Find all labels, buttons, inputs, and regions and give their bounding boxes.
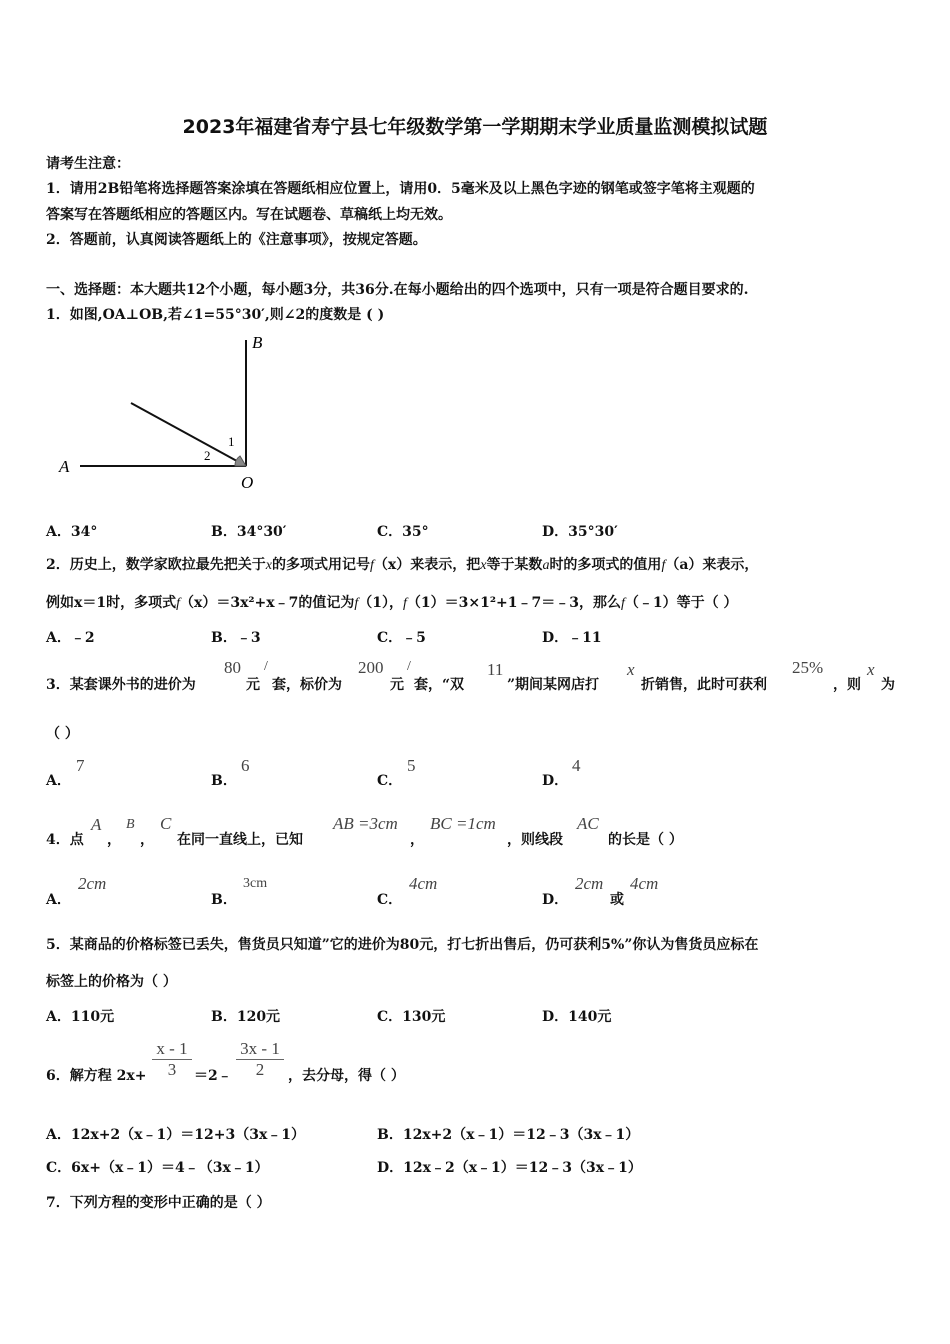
q4-ac: AC [577,814,599,833]
q2-text: x＝1时，多项式 [74,595,177,611]
q3-option-b-label: B． [211,773,237,789]
q2-option-b: B．﹣3 [211,630,261,646]
q3-text-5: 套，“双 [414,677,465,693]
q3-text-2: 元 [246,677,260,693]
q3-option-d-label: D． [542,773,569,789]
q2-var-f: f [620,596,625,611]
label-angle-1: 1 [228,434,235,449]
q2-text: 例如 [46,595,74,611]
q4-ab-given: AB =3cm [333,814,398,833]
q2-line-2 [46,592,737,612]
label-angle-2: 2 [204,448,211,463]
q3-percent: 25% [792,658,824,677]
q4-option-c-label: C． [377,892,403,908]
q3-var-x: x [867,660,875,679]
q6-option-c: C．6x+（x﹣1）＝4﹣（3x﹣1） [46,1160,269,1176]
q6-text-3: ，去分母，得（ ） [288,1068,405,1084]
q6-fraction-2-denominator: 2 [255,1060,265,1079]
q3-value-80: 80 [224,658,241,677]
q3-option-c-label: C． [377,773,403,789]
q2-option-c: C．﹣5 [377,630,426,646]
q2-text: （x）来表示，把 [373,557,481,573]
notice-line-2: 答案写在答题纸相应的答题区内。写在试题卷、草稿纸上均无效。 [46,207,452,223]
q4-point-c: C [160,814,172,833]
q3-text-4: 元 [390,677,404,693]
q3-value-200: 200 [358,658,384,677]
q4-option-c-value: 4cm [409,874,438,893]
q3-slash-2: / [407,659,411,674]
q6-option-d: D．12x﹣2（x﹣1）＝12﹣3（3x﹣1） [377,1160,642,1176]
q3-option-c-value: 5 [407,756,416,775]
q2-text: （x）＝3x²+x﹣7的值记为 [179,595,355,611]
q3-option-b-value: 6 [241,756,250,775]
q2-line-1 [46,554,758,574]
q6-fraction-1-numerator: x - 1 [152,1039,192,1060]
q4-bc-given: BC =1cm [430,814,496,833]
angle-arc [235,456,246,466]
q2-text: 的多项式用记号 [271,557,370,573]
q5-option-b: B．120元 [211,1009,281,1025]
q4-comma-3: ， [410,832,424,848]
q3-text-6: ”期间某网店打 [507,677,600,693]
q7-stem: 7．下列方程的变形中正确的是（ ） [46,1195,271,1211]
q3-slash-1: / [264,659,268,674]
q4-option-d-or: 或 [610,892,624,908]
q3-option-d-value: 4 [572,756,581,775]
q3-var-x: x [627,660,635,679]
q3-text-1: 3．某套课外书的进价为 [46,677,196,693]
q5-option-a: A．110元 [46,1009,115,1025]
q2-var-x: x [480,558,487,573]
q3-option-a-value: 7 [76,756,85,775]
q1-option-a: A．34° [46,524,98,540]
q1-option-b: B．34°30′ [211,524,287,540]
q4-option-d-label: D． [542,892,569,908]
q6-text-1: 6．解方程 2x+ [46,1068,147,1084]
q3-option-a-label: A． [46,773,71,789]
label-a: A [59,457,70,476]
q4-text-4: 的长是（ ） [608,832,683,848]
q2-text: （1）＝3×1²+1﹣7＝﹣3，那么 [406,595,621,611]
q6-fraction-2 [236,1039,284,1080]
q3-text-3: 套，标价为 [272,677,342,693]
q2-var-f: f [661,558,666,573]
q2-text: 等于某数 [486,557,543,573]
q2-text: （a）来表示， [665,557,759,573]
q4-comma-2: ， [140,832,154,848]
q1-option-d: D．35°30′ [542,524,618,540]
notice-line-1: 1．请用2B铅笔将选择题答案涂填在答题纸相应位置上，请用0．5毫米及以上黑色字迹的钢笔或签字笔将主观题的 [46,181,755,197]
q3-text-9: 为 [881,677,895,693]
q2-var-f: f [369,558,374,573]
q2-option-a: A．﹣2 [46,630,95,646]
q4-option-a-label: A． [46,892,71,908]
label-b: B [252,333,263,352]
q4-point-a: A [91,815,102,834]
q4-option-a-value: 2cm [78,874,107,893]
label-o: O [241,473,254,492]
q4-option-d-value: 2cm [575,874,604,893]
q6-fraction-2-numerator: 3x - 1 [236,1039,284,1060]
q4-text-3: ，则线段 [507,832,563,848]
q5-line-2: 标签上的价格为（ ） [46,974,177,990]
q2-var-x: x [265,558,272,573]
q6-option-a: A．12x+2（x﹣1）＝12+3（3x﹣1） [46,1127,306,1143]
q2-text: 时的多项式的值用 [549,557,662,573]
q2-text: 2．历史上，数学家欧拉最先把关于 [46,557,266,573]
q5-option-d: D．140元 [542,1009,612,1025]
q3-text-8: ，则 [833,677,861,693]
q6-fraction-1-denominator: 3 [167,1060,177,1079]
q2-var-f: f [354,596,359,611]
q4-text-1: 4．点 [46,832,84,848]
notice-heading: 请考生注意： [46,156,130,172]
q3-answer-paren: （ ） [46,726,79,742]
q4-option-d-value-2: 4cm [630,874,659,893]
q1-option-c: C．35° [377,524,429,540]
q6-option-b: B．12x+2（x﹣1）＝12﹣3（3x﹣1） [377,1127,640,1143]
q6-fraction-1 [152,1039,192,1080]
q1-angle-figure [55,330,285,495]
q3-text-7: 折销售，此时可获利 [641,677,767,693]
q2-text: （1）， [358,595,404,611]
q4-text-2: 在同一直线上，已知 [177,832,303,848]
section-1-heading: 一、选择题：本大题共12个小题，每小题3分，共36分.在每小题给出的四个选项中，只有一项是符合题目要求的. [46,282,749,298]
q4-point-b: B [126,817,135,832]
q2-option-d: D．﹣11 [542,630,602,646]
q1-stem: 1．如图,OA⊥OB,若∠1=55°30′,则∠2的度数是 ( ) [46,307,385,323]
q2-text: （﹣1）等于（ ） [624,595,738,611]
q5-line-1: 5．某商品的价格标签已丢失，售货员只知道”它的进价为80元，打七折出售后，仍可获利5%”你认为售货员应标在 [46,937,759,953]
q4-option-b-value: 3cm [243,876,268,891]
q6-text-2: ＝2﹣ [194,1068,232,1084]
q2-var-f: f [403,596,407,611]
notice-line-3: 2．答题前，认真阅读答题纸上的《注意事项》，按规定答题。 [46,232,427,248]
exam-title: 2023年福建省寿宁县七年级数学第一学期期末学业质量监测模拟试题 [182,116,768,138]
q4-comma-1: ， [107,832,121,848]
q2-var-a: a [542,558,550,573]
q2-var-f: f [176,596,180,611]
q5-option-c: C．130元 [377,1009,446,1025]
q4-option-b-label: B． [211,892,237,908]
q3-value-11: 11 [487,660,504,679]
